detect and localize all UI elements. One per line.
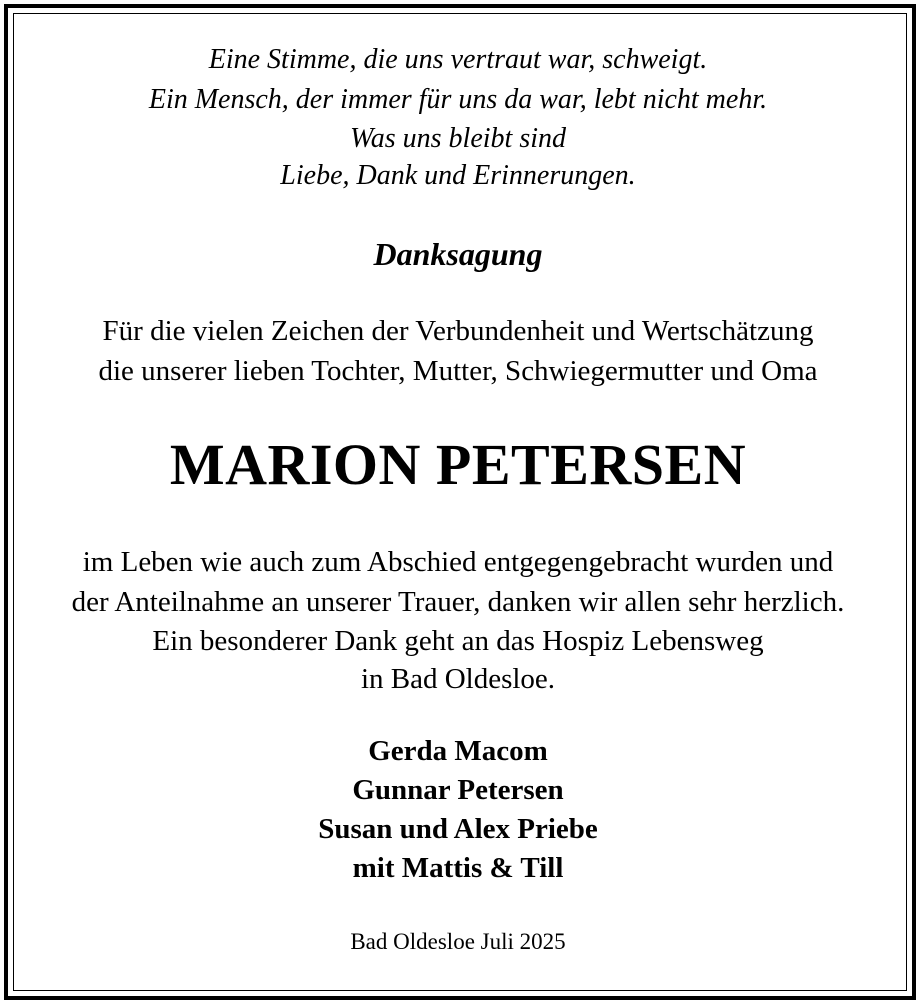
signatory-1: Gerda Macom [368, 735, 548, 767]
signatory-3: Susan und Alex Priebe [318, 813, 598, 845]
message-line-2: der Anteilnahme an unserer Trauer, danken wir allen sehr herzlich. [71, 586, 845, 618]
place-date-footer: Bad Oldesloe Juli 2025 [350, 929, 566, 954]
intro-line-1: Für die vielen Zeichen der Verbundenheit und Wertschätzung [102, 315, 814, 347]
intro-line-2: die unserer lieben Tochter, Mutter, Schwiegermutter und Oma [98, 355, 818, 387]
signatory-4: mit Mattis & Till [352, 852, 564, 884]
message-line-1: im Leben wie auch zum Abschied entgegengebracht wurden und [82, 546, 834, 578]
signatory-2: Gunnar Petersen [352, 774, 564, 806]
heading-danksagung: Danksagung [373, 236, 543, 272]
poem-line-2: Ein Mensch, der immer für uns da war, lebt nicht mehr. [148, 84, 768, 115]
deceased-name: MARION PETERSEN [169, 432, 747, 497]
poem-line-1: Eine Stimme, die uns vertraut war, schweigt. [208, 44, 708, 75]
poem-line-4: Liebe, Dank und Erinnerungen. [280, 160, 636, 191]
poem-line-3: Was uns bleibt sind [350, 123, 566, 154]
message-line-3: Ein besonderer Dank geht an das Hospiz Lebensweg [152, 625, 764, 657]
message-line-4: in Bad Oldesloe. [360, 663, 556, 695]
